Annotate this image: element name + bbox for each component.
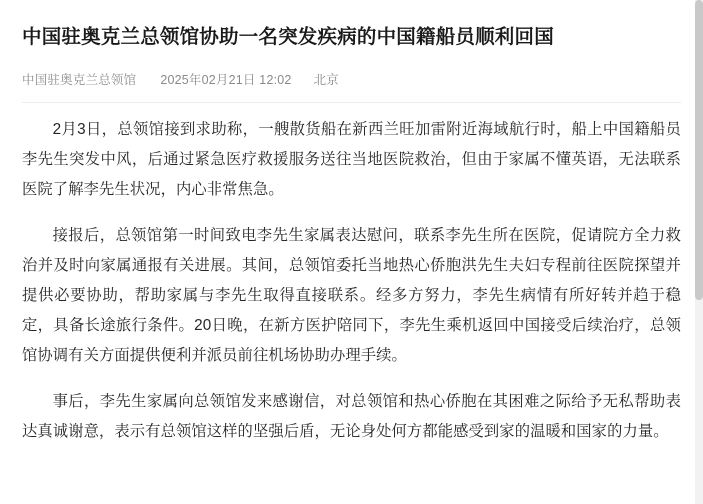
article-meta xyxy=(22,70,681,88)
scrollbar-thumb[interactable] xyxy=(695,0,703,300)
article-timestamp: 2025年02月21日 12:02 xyxy=(160,73,292,87)
article-paragraph: 2月3日，总领馆接到求助称，一艘散货船在新西兰旺加雷附近海域航行时，船上中国籍船员李先生突发中风，后通过紧急医疗救援服务送往当地医院救治，但由于家属不懂英语，无法联系医院了解李先生状况，内心非常焦急。 xyxy=(22,121,681,198)
page-title: 中国驻奥克兰总领馆协助一名突发疾病的中国籍船员顺利回国 xyxy=(22,26,554,48)
header-divider xyxy=(22,102,681,103)
article-body xyxy=(22,115,681,447)
article-paragraph: 事后，李先生家属向总领馆发来感谢信，对总领馆和热心侨胞在其困难之际给予无私帮助表达真诚谢意，表示有总领馆这样的坚强后盾，无论身处何方都能感受到家的温暖和国家的力量。 xyxy=(22,393,681,440)
article-paragraph: 接报后，总领馆第一时间致电李先生家属表达慰问，联系李先生所在医院，促请院方全力救治并及时向家属通报有关进展。其间，总领馆委托当地热心侨胞洪先生夫妇专程前往医院探望并提供必要协助，帮助家属与李先生取得直接联系。经多方努力，李先生病情有所好转并趋于稳定，具备长途旅行条件。20日晚，在新方医护陪同下，李先生乘机返回中国接受后续治疗，总领馆协调有关方面提供便利并派员前往机场协助办理手续。 xyxy=(22,227,681,364)
article-source[interactable]: 中国驻奥克兰总领馆 xyxy=(22,73,137,87)
article-location: 北京 xyxy=(313,73,339,87)
scrollbar-track[interactable] xyxy=(695,0,703,504)
